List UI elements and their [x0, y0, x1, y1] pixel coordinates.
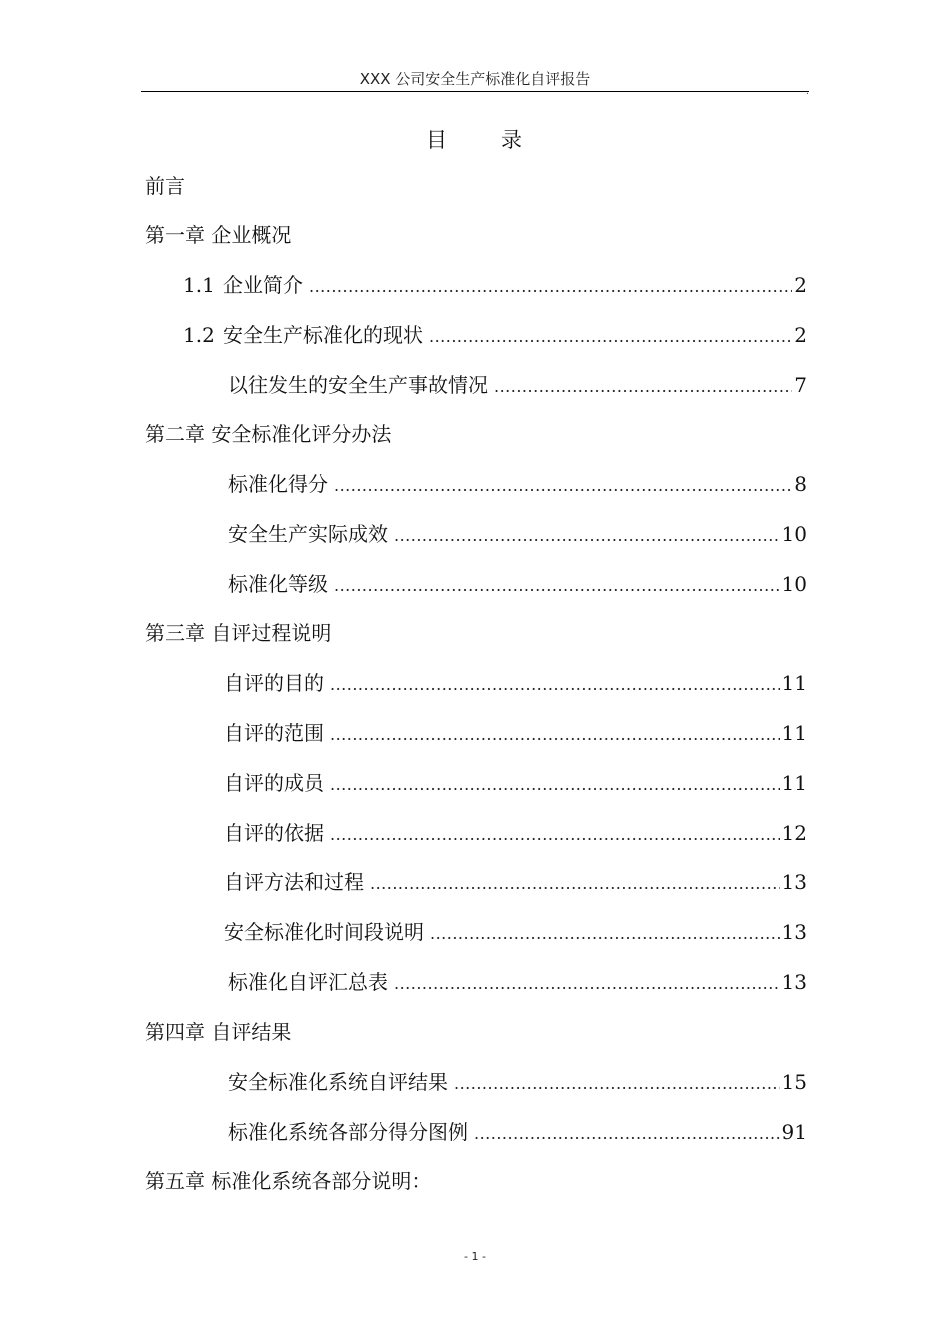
toc-leader-dots	[370, 871, 780, 897]
toc-chapter-3[interactable]	[145, 620, 331, 646]
toc-entry-page: 15	[781, 1070, 807, 1094]
toc-leader-dots	[330, 672, 780, 698]
toc-entry[interactable]	[228, 1119, 807, 1145]
toc-entry-page: 2	[794, 273, 807, 297]
toc-entry-page: 91	[781, 1120, 807, 1144]
toc-leader-dots	[330, 722, 780, 748]
toc-entry-label: 自评的依据	[224, 821, 324, 845]
toc-entry-page: 13	[781, 870, 807, 894]
header-mark: .	[806, 87, 809, 97]
toc-leader-dots	[309, 274, 792, 300]
toc-entry-label: 自评方法和过程	[224, 870, 364, 894]
toc-entry[interactable]	[228, 471, 807, 497]
toc-preface[interactable]	[145, 173, 185, 199]
toc-entry-page: 13	[781, 920, 807, 944]
toc-entry-label: 企业简介	[223, 273, 303, 297]
toc-chapter-title: 第一章 企业概况	[145, 223, 292, 247]
toc-leader-dots	[334, 573, 780, 599]
toc-entry[interactable]	[228, 969, 807, 995]
toc-entry-number: 1.1	[183, 273, 215, 297]
toc-entry-label: 标准化等级	[228, 572, 328, 596]
toc-title-part1: 目	[426, 128, 449, 152]
toc-preface-label: 前言	[145, 174, 185, 198]
toc-entry[interactable]	[224, 869, 807, 895]
header-rule	[141, 91, 809, 92]
toc-entry-label: 标准化系统各部分得分图例	[228, 1120, 468, 1144]
toc-entry[interactable]	[228, 521, 807, 547]
toc-leader-dots	[474, 1121, 780, 1147]
toc-leader-dots	[430, 921, 780, 947]
toc-entry-page: 7	[794, 373, 807, 397]
toc-entry[interactable]	[183, 272, 807, 298]
toc-title	[0, 124, 950, 154]
toc-leader-dots	[394, 523, 780, 549]
toc-entry-label: 标准化自评汇总表	[228, 970, 388, 994]
toc-entry-label: 安全生产标准化的现状	[223, 323, 423, 347]
toc-chapter-4[interactable]	[145, 1019, 291, 1045]
toc-entry-label: 自评的成员	[224, 771, 324, 795]
toc-chapter-title: 第四章 自评结果	[145, 1020, 292, 1044]
toc-leader-dots	[334, 473, 792, 499]
toc-entry-page: 11	[781, 771, 807, 795]
toc-entry-page: 8	[794, 472, 807, 496]
toc-leader-dots	[394, 971, 780, 997]
toc-chapter-5[interactable]	[145, 1168, 431, 1194]
header-title: XXX 公司安全生产标准化自评报告	[359, 70, 591, 88]
toc-leader-dots	[454, 1071, 780, 1097]
toc-leader-dots	[494, 374, 792, 400]
toc-entry[interactable]	[228, 1069, 807, 1095]
toc-entry-page: 2	[794, 323, 807, 347]
toc-entry[interactable]	[183, 322, 807, 348]
page-number: - 1 -	[464, 1250, 486, 1263]
toc-entry[interactable]	[224, 720, 807, 746]
toc-chapter-2[interactable]	[145, 421, 391, 447]
toc-chapter-title: 第五章 标准化系统各部分说明：	[145, 1169, 432, 1193]
toc-entry[interactable]	[224, 820, 807, 846]
toc-entry[interactable]	[224, 770, 807, 796]
toc-leader-dots	[429, 324, 792, 350]
toc-entry-label: 安全生产实际成效	[228, 522, 388, 546]
toc-entry-page: 11	[781, 721, 807, 745]
toc-chapter-1[interactable]	[145, 222, 291, 248]
toc-entry-page: 13	[781, 970, 807, 994]
toc-entry-label: 以往发生的安全生产事故情况	[228, 373, 488, 397]
toc-entry-label: 标准化得分	[228, 472, 328, 496]
toc-entry-page: 10	[781, 522, 807, 546]
toc-entry[interactable]	[224, 919, 807, 945]
toc-entry-number: 1.2	[183, 323, 215, 347]
toc-entry[interactable]	[228, 372, 807, 398]
toc-leader-dots	[330, 772, 780, 798]
toc-entry-page: 11	[781, 671, 807, 695]
toc-entry[interactable]	[224, 670, 807, 696]
toc-entry-label: 安全标准化时间段说明	[224, 920, 424, 944]
toc-entry-page: 12	[781, 821, 807, 845]
toc-entry[interactable]	[228, 571, 807, 597]
toc-title-part2: 录	[501, 128, 524, 152]
toc-entry-page: 10	[781, 572, 807, 596]
toc-chapter-title: 第二章 安全标准化评分办法	[145, 422, 392, 446]
toc-entry-label: 自评的范围	[224, 721, 324, 745]
toc-entry-label: 自评的目的	[224, 671, 324, 695]
toc-leader-dots	[330, 822, 780, 848]
toc-chapter-title: 第三章 自评过程说明	[145, 621, 332, 645]
toc-entry-label: 安全标准化系统自评结果	[228, 1070, 448, 1094]
